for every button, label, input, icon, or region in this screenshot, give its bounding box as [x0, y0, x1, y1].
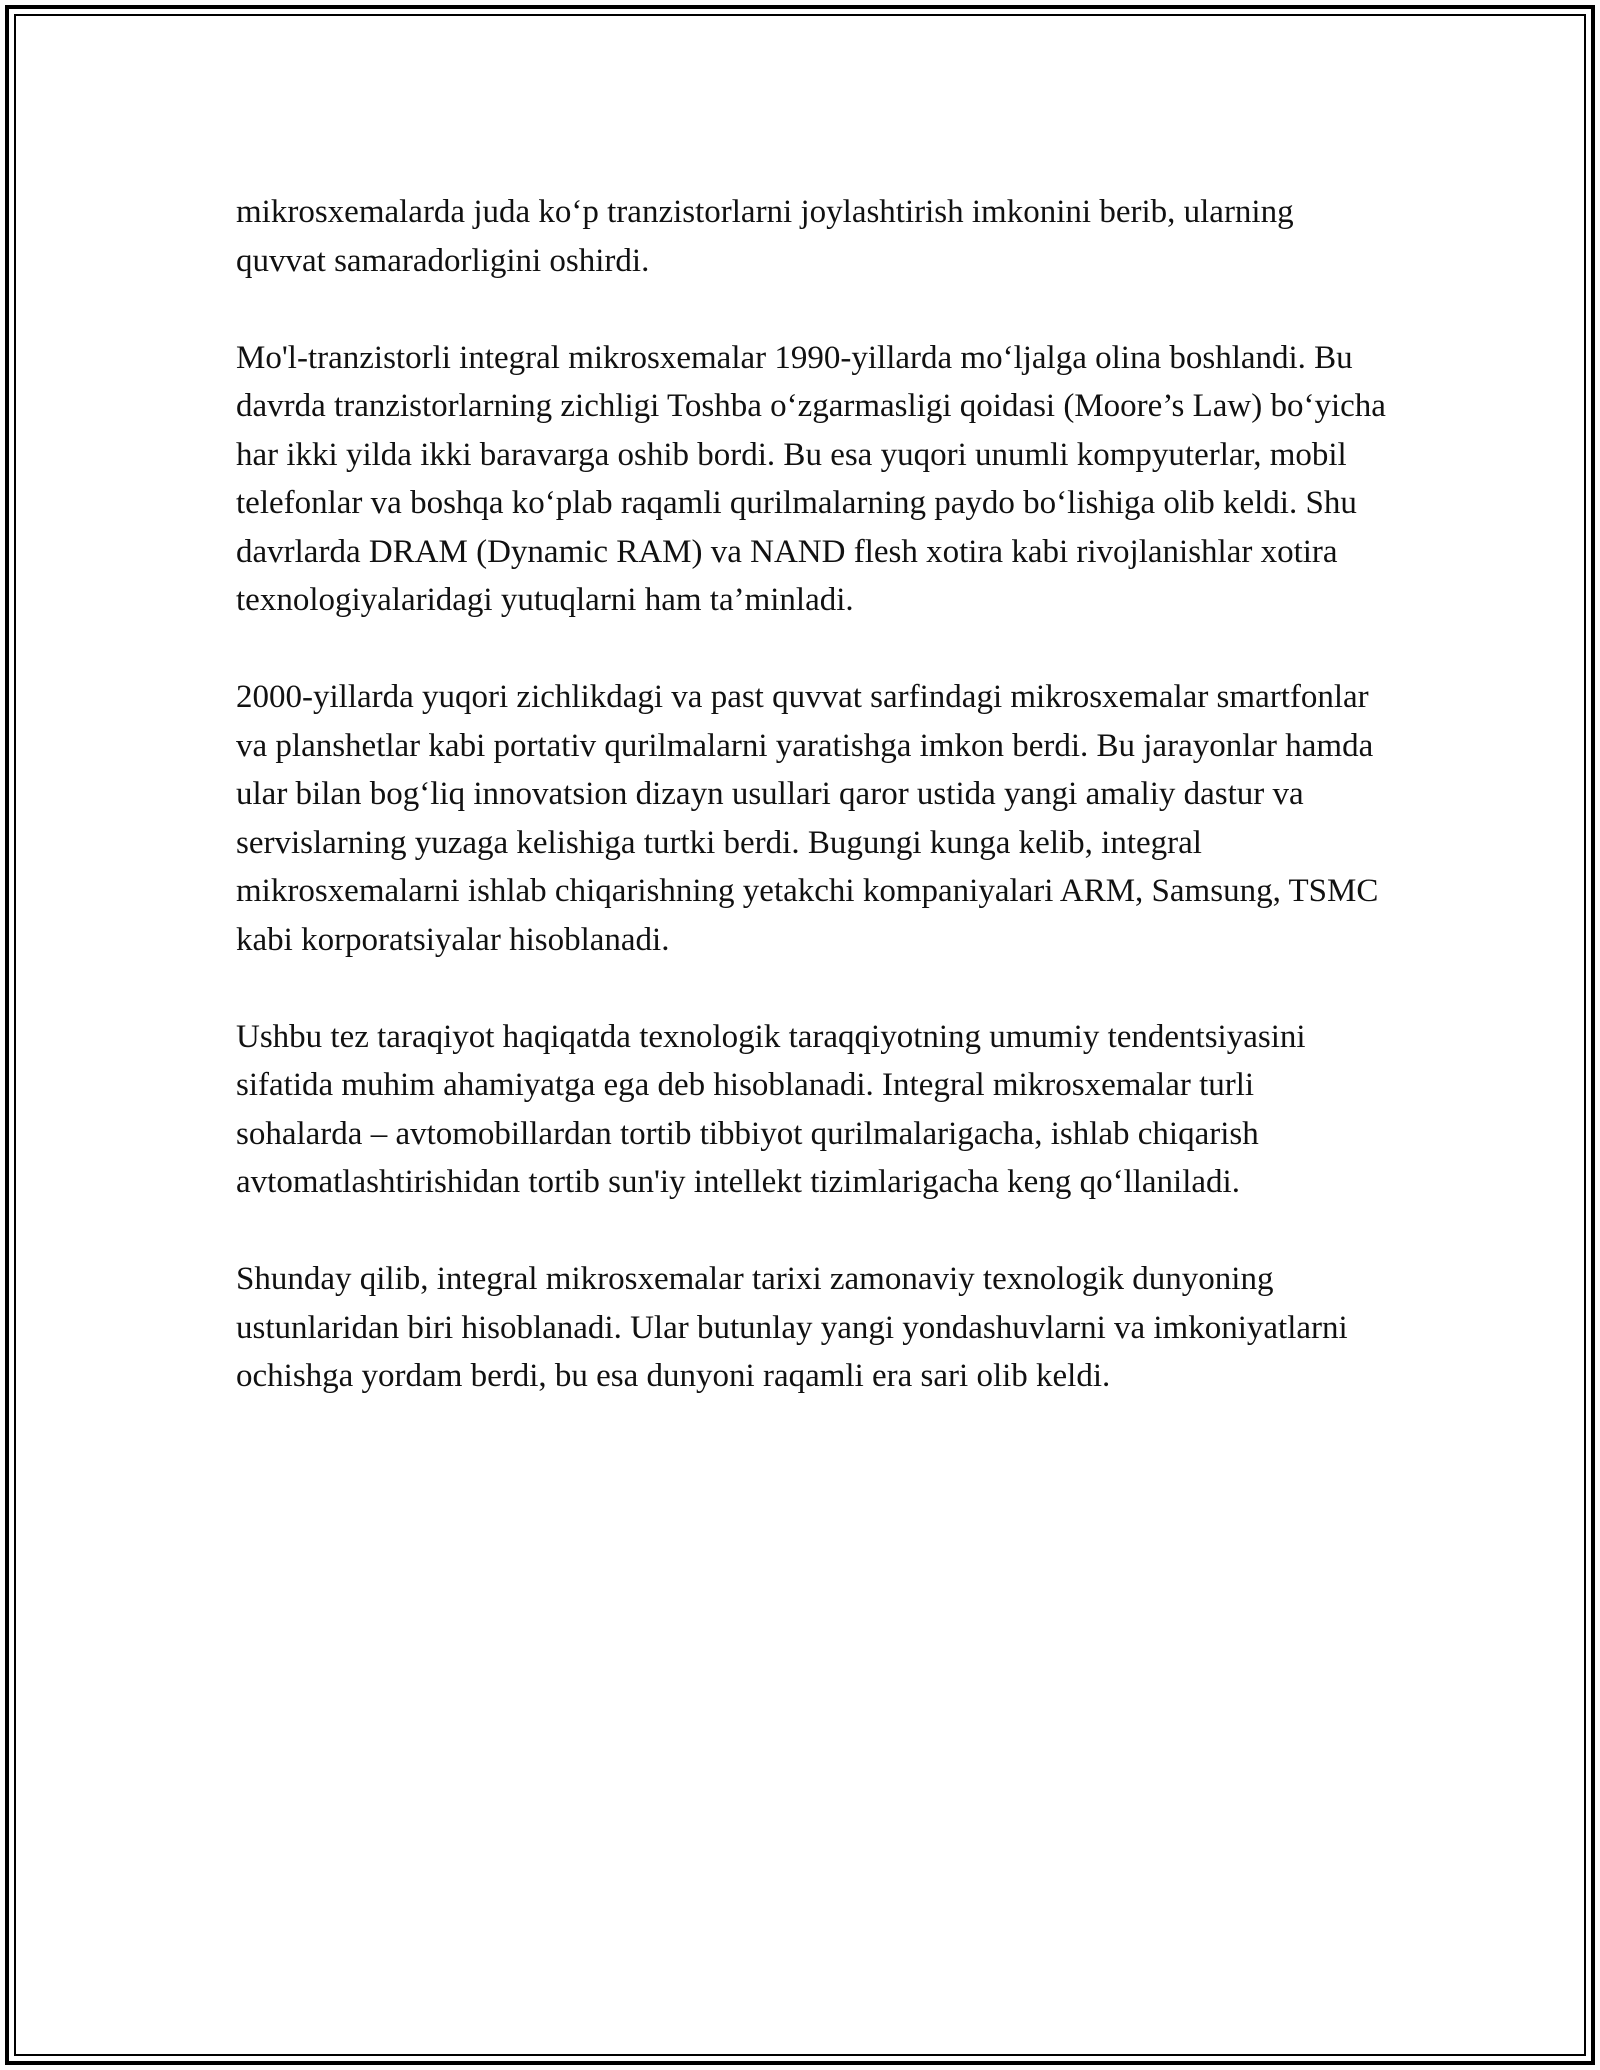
paragraph-2: Mo'l-tranzistorli integral mikrosxemalar 1990-yillarda mo‘ljalga olina boshlandi. Bu davrda tranzistorlarning zichligi Toshba o‘zgarmasligi qoidasi (Moore’s Law) bo‘yicha har ikki yilda ikki baravarga oshib bordi. Bu esa yuqori unumli kompyuterlar, mobil telefonlar va boshqa ko‘plab raqamli qurilmalarning paydo bo‘lishiga olib keldi. Shu davrlarda DRAM (Dynamic RAM) va NAND flesh xotira kabi rivojlanishlar xotira texnologiyalaridagi yutuqlarni ham ta’minladi. — [236, 339, 1386, 618]
document-body — [236, 188, 1386, 1449]
paragraph-1: mikrosxemalarda juda ko‘p tranzistorlarni joylashtirish imkonini berib, ularning quvvat samaradorligini oshirdi. — [236, 194, 1294, 279]
paragraph-3: 2000-yillarda yuqori zichlikdagi va past quvvat sarfindagi mikrosxemalar smartfonlar va planshetlar kabi portativ qurilmalarni yaratishga imkon berdi. Bu jarayonlar hamda ular bilan bog‘liq innovatsion dizayn usullari qaror ustida yangi amaliy dastur va servislarning yuzaga kelishiga turtki berdi. Bugungi kunga kelib, integral mikrosxemalarni ishlab chiqarishning yetakchi kompaniyalari ARM, Samsung, TSMC kabi korporatsiyalar hisoblanadi. — [236, 679, 1379, 958]
paragraph-4: Ushbu tez taraqiyot haqiqatda texnologik taraqqiyotning umumiy tendentsiyasini sifatida muhim ahamiyatga ega deb hisoblanadi. Integral mikrosxemalar turli sohalarda – avtomobillardan tortib tibbiyot qurilmalarigacha, ishlab chiqarish avtomatlashtirishidan tortib sun'iy intellekt tizimlarigacha keng qo‘llaniladi. — [236, 1018, 1306, 1200]
paragraph-5: Shunday qilib, integral mikrosxemalar tarixi zamonaviy texnologik dunyoning ustunlaridan biri hisoblanadi. Ular butunlay yangi yondashuvlarni va imkoniyatlarni ochishga yordam berdi, bu esa dunyoni raqamli era sari olib keldi. — [236, 1261, 1348, 1394]
